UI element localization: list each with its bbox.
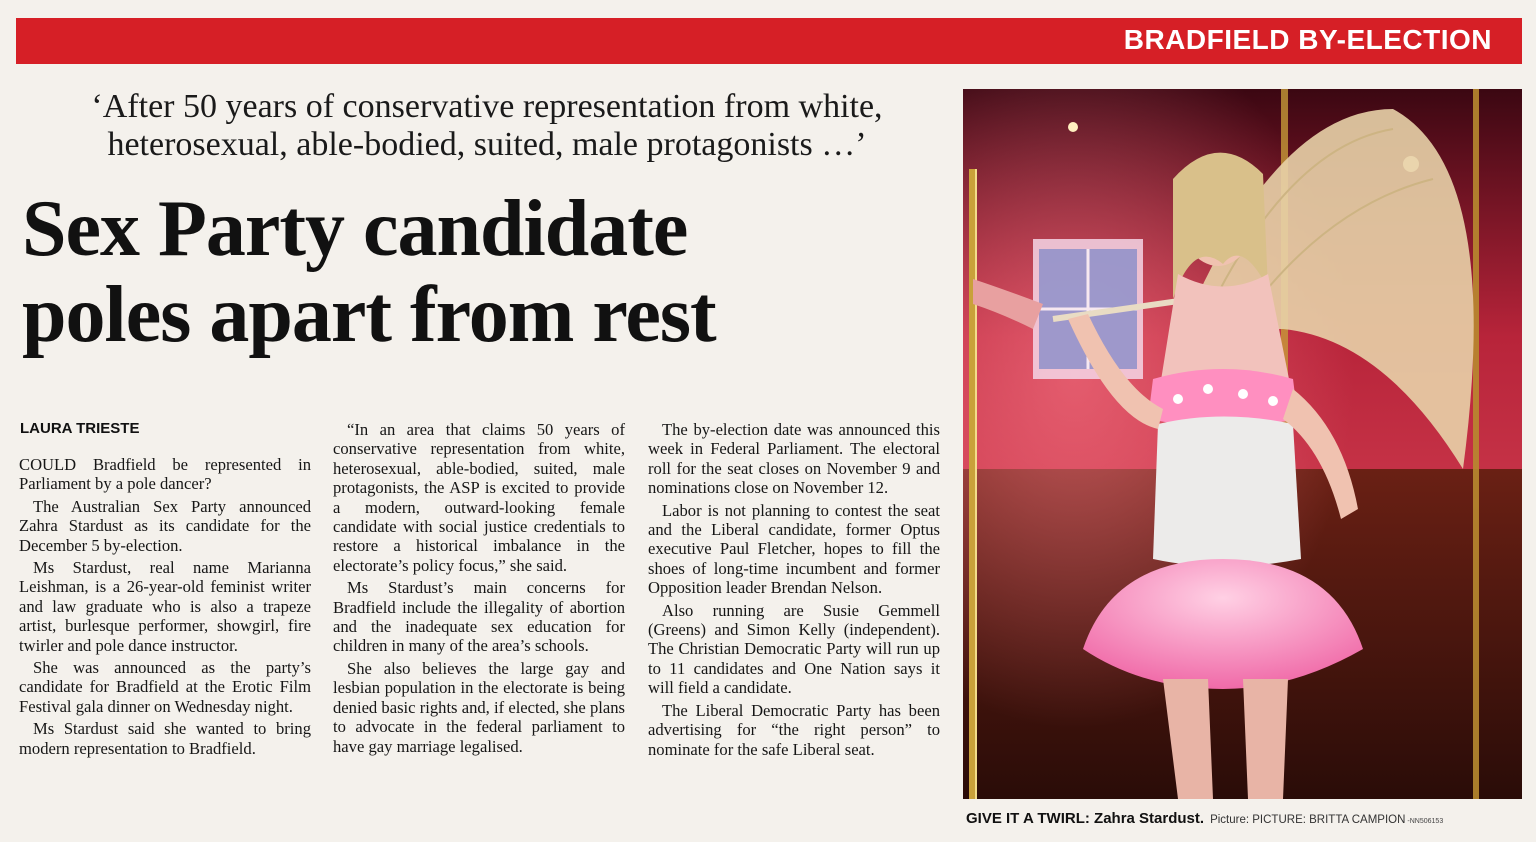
- headline-line-2: poles apart from rest: [22, 271, 716, 359]
- caption-credit: Picture: PICTURE: BRITTA CAMPION: [1210, 814, 1406, 826]
- caption-title: GIVE IT A TWIRL: Zahra Stardust.: [966, 810, 1205, 827]
- photo-caption: [966, 810, 1526, 828]
- paragraph: Ms Stardust, real name Marianna Leishman, is a 26-year-old feminist writer and law graduate who is also a trapeze artist, burlesque performer, showgirl, fire twirler and pole dance instructor.: [19, 558, 311, 655]
- pull-quote-line-1: ‘After 50 years of conservative representation from white,: [91, 88, 883, 125]
- article-column-1: [19, 455, 311, 758]
- paragraph: The Australian Sex Party announced Zahra Stardust as its candidate for the December 5 by-election.: [19, 496, 311, 555]
- paragraph: Ms Stardust said she wanted to bring modern representation to Bradfield.: [19, 719, 311, 758]
- article-column-3: [648, 420, 940, 759]
- pull-quote-line-2: heterosexual, able-bodied, suited, male protagonists …’: [107, 126, 867, 163]
- paragraph: The Liberal Democratic Party has been advertising for “the right person” to nominate for the safe Liberal seat.: [648, 700, 940, 759]
- caption-code: -NN506153: [1407, 818, 1444, 825]
- paragraph: “In an area that claims 50 years of conservative representation from white, heterosexual, able-bodied, suited, male protagonists, the ASP is excited to provide a modern, outward-looking female candidate with social justice credentials to restore a historical imbalance in the electorate’s policy focus,” she said.: [333, 420, 625, 575]
- article-photo: [963, 89, 1522, 799]
- paragraph: Also running are Susie Gemmell (Greens) and Simon Kelly (independent). The Christian Democratic Party will run up to 11 candidates and One Nation says it will field a candidate.: [648, 600, 940, 698]
- paragraph: Labor is not planning to contest the seat and the Liberal candidate, former Optus executive Paul Fletcher, hopes to fill the shoes of long-time incumbent and former Opposition leader Brendan Nelson.: [648, 500, 940, 598]
- section-label: BRADFIELD BY-ELECTION: [1123, 24, 1492, 55]
- byline: LAURA TRIESTE: [20, 420, 140, 437]
- paragraph: She also believes the large gay and lesbian population in the electorate is being denied basic rights and, if elected, she plans to advocate in the federal parliament to have gay marriage legalised.: [333, 658, 625, 756]
- photo-illustration: [963, 89, 1522, 799]
- headline: [22, 186, 952, 358]
- section-banner: [16, 18, 1522, 64]
- paragraph: The by-election date was announced this week in Federal Parliament. The electoral roll for the seat closes on November 9 and nominations close on November 12.: [648, 420, 940, 498]
- paragraph: She was announced as the party’s candidate for Bradfield at the Erotic Film Festival gala dinner on Wednesday night.: [19, 658, 311, 716]
- headline-line-1: Sex Party candidate: [22, 185, 688, 273]
- article-column-2: [333, 420, 625, 756]
- pull-quote: [22, 88, 952, 164]
- paragraph: COULD Bradfield be represented in Parliament by a pole dancer?: [19, 455, 311, 494]
- paragraph: Ms Stardust’s main concerns for Bradfield include the illegality of abortion and the inadequate sex education for children in many of the area’s schools.: [333, 578, 625, 656]
